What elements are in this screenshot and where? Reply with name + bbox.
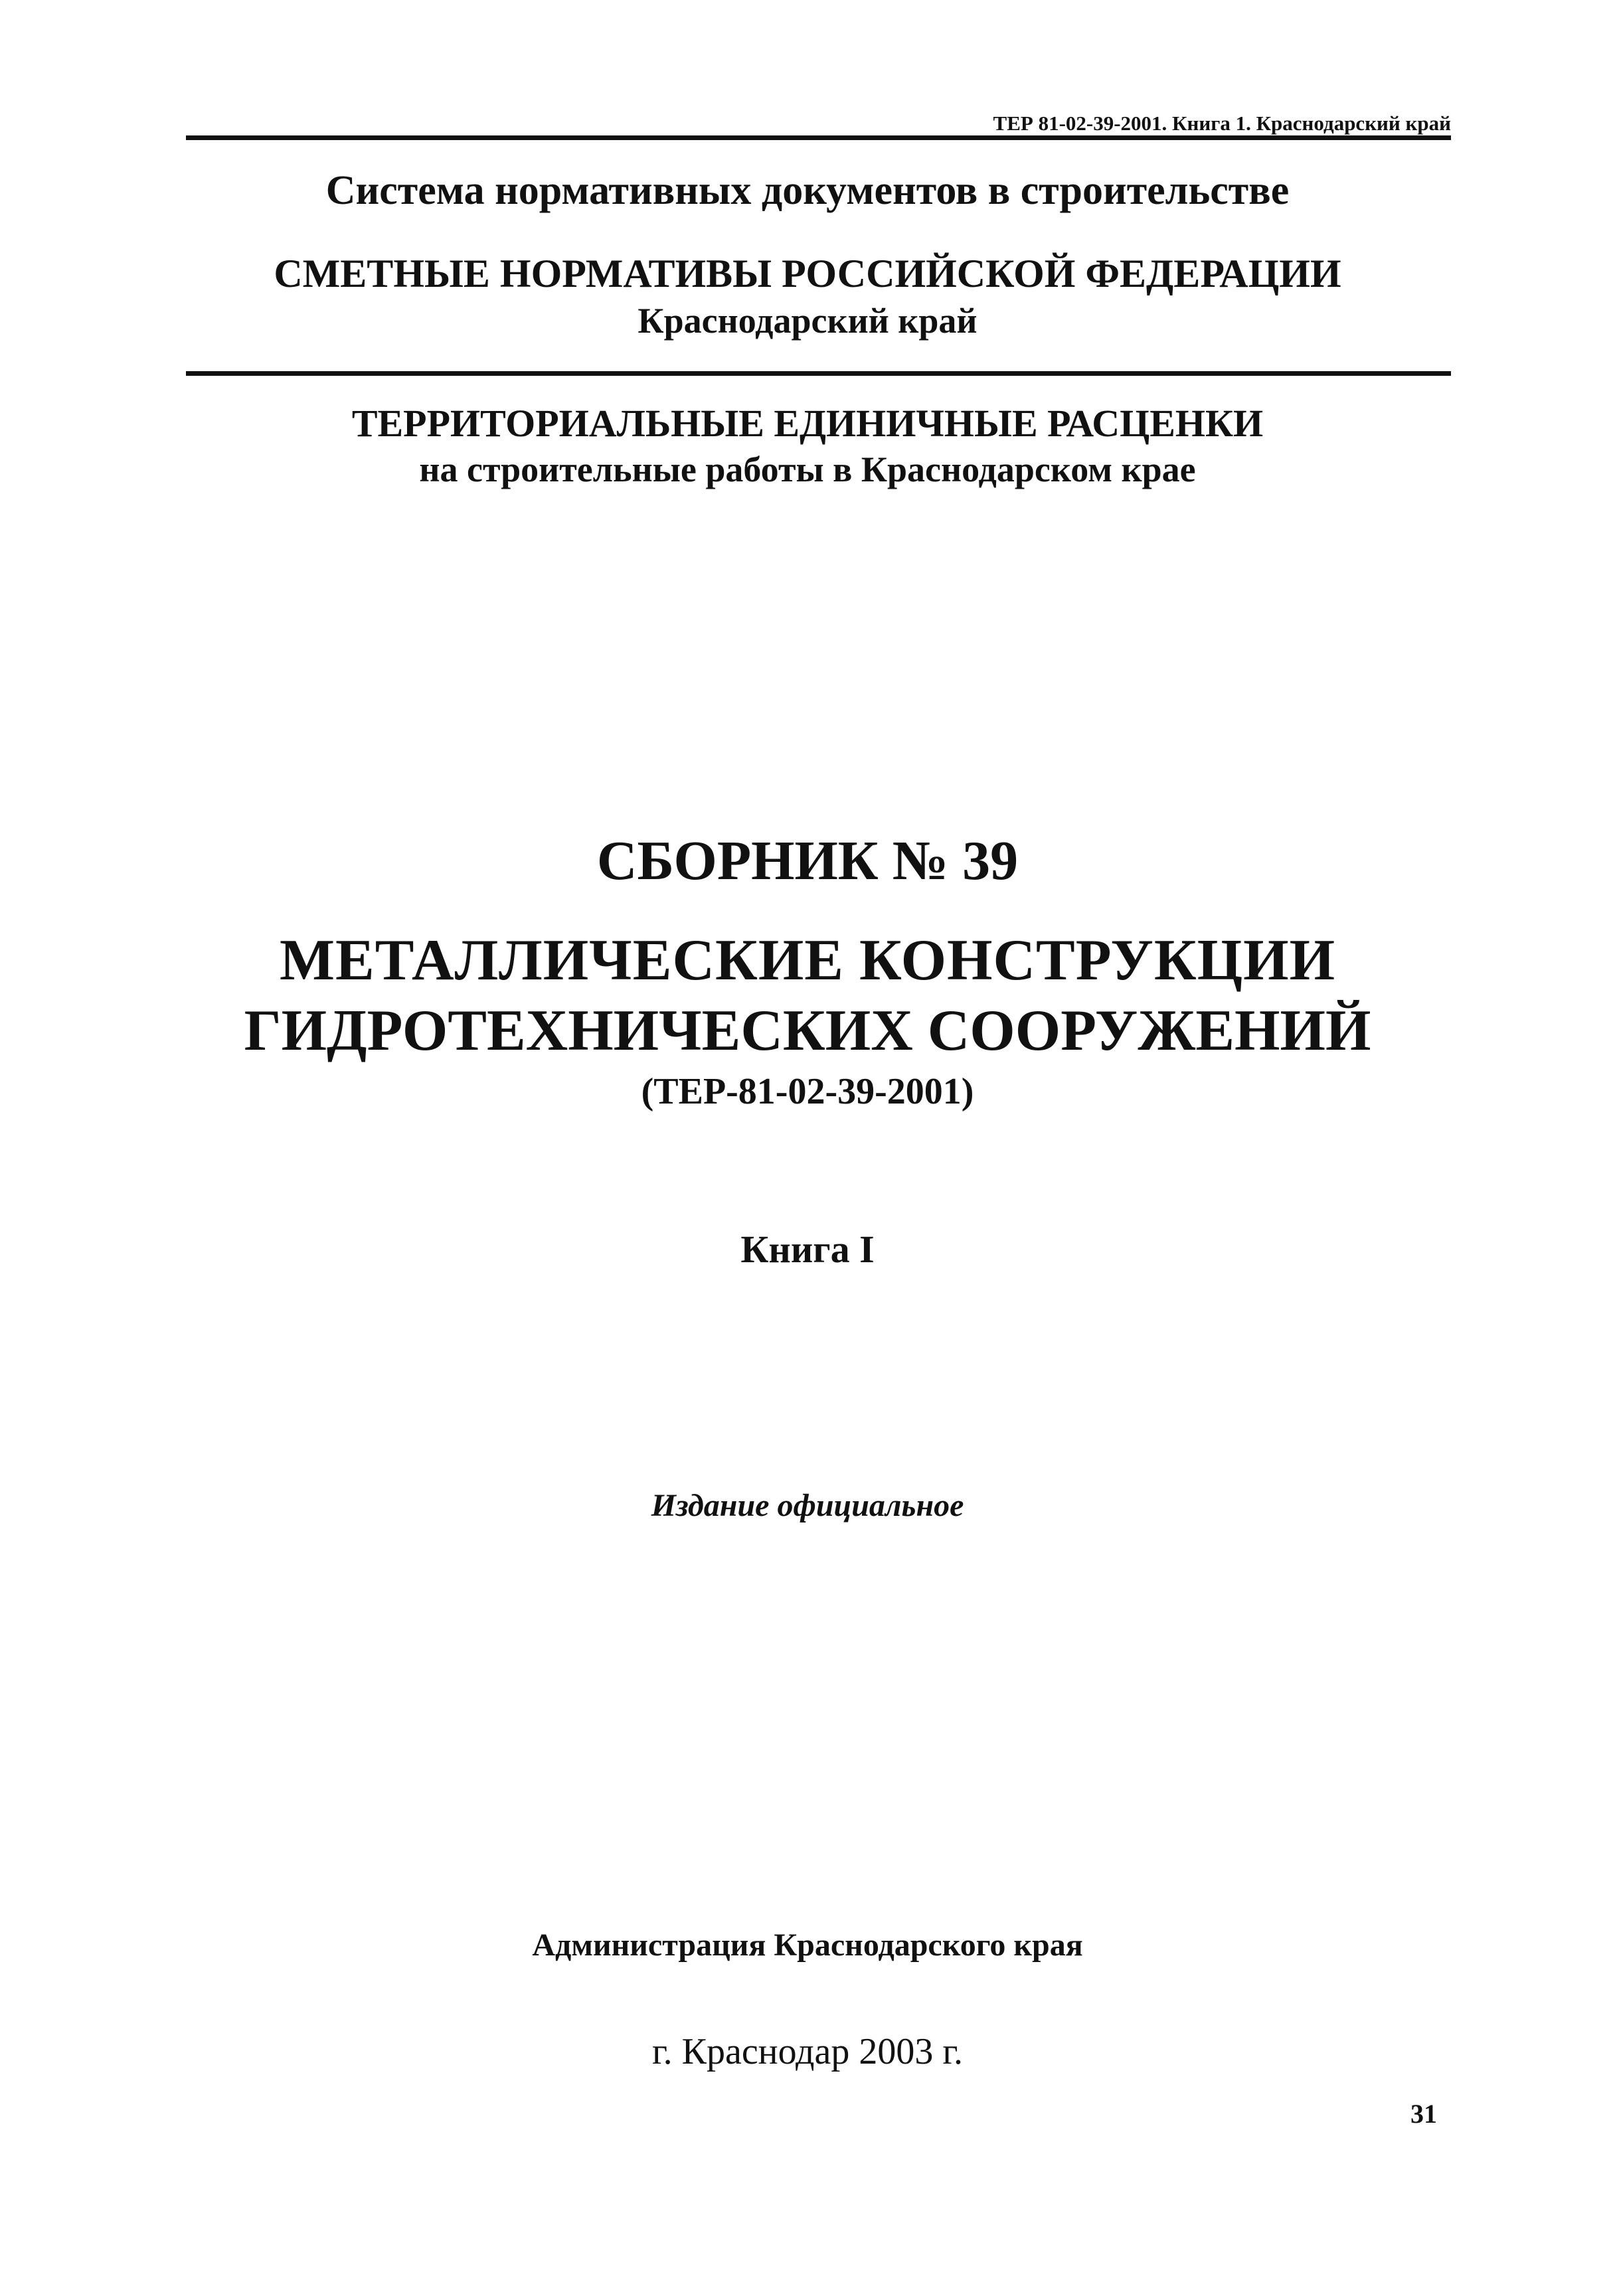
- system-title: Система нормативных документов в строительстве: [325, 168, 1290, 213]
- collection-title-line-2: ГИДРОТЕХНИЧЕСКИХ СООРУЖЕНИЙ: [244, 999, 1371, 1063]
- running-header: ТЕР 81-02-39-2001. Книга 1. Краснодарский край: [993, 112, 1451, 135]
- ter-title: ТЕРРИТОРИАЛЬНЫЕ ЕДИНИЧНЫЕ РАСЦЕНКИ: [351, 402, 1264, 445]
- normatives-title: СМЕТНЫЕ НОРМАТИВЫ РОССИЙСКОЙ ФЕДЕРАЦИИ: [274, 252, 1341, 295]
- ter-subtitle: на строительные работы в Краснодарском крае: [419, 450, 1196, 489]
- edition-label: Издание официальное: [651, 1488, 964, 1523]
- header-rule: [186, 135, 1451, 140]
- book-label: Книга I: [740, 1228, 875, 1271]
- page-number: 31: [1410, 2099, 1437, 2129]
- city-year: г. Краснодар 2003 г.: [651, 2031, 964, 2072]
- publisher: Администрация Краснодарского края: [532, 1927, 1083, 1963]
- collection-title-line-1: МЕТАЛЛИЧЕСКИЕ КОНСТРУКЦИИ: [279, 928, 1336, 993]
- collection-number: СБОРНИК № 39: [596, 830, 1019, 892]
- region-title: Краснодарский край: [638, 301, 978, 341]
- section-rule: [186, 371, 1451, 376]
- collection-code: (ТЕР-81-02-39-2001): [641, 1071, 974, 1112]
